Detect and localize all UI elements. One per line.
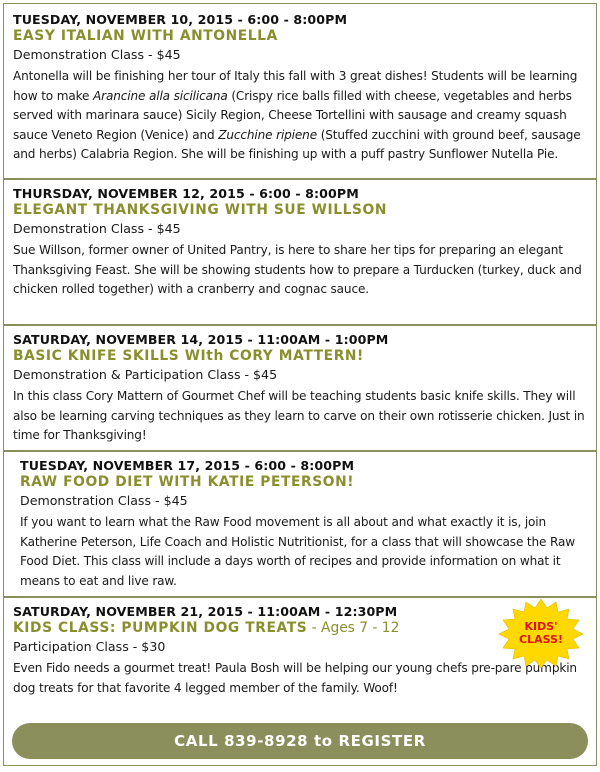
badge-line2: CLASS! <box>519 633 563 646</box>
event-date: TUESDAY, NOVEMBER 10, 2015 - 6:00 - 8:00PM <box>13 12 348 27</box>
events-flyer <box>3 3 597 766</box>
event-date: SATURDAY, NOVEMBER 21, 2015 - 11:00AM - 12:30PM <box>13 604 398 619</box>
event-description: Sue Willson, former owner of United Pantry, is here to share her tips for preparing an elegant Thanksgiving Feast. She will be showing students how to prepare a Turducken (turkey, duck and chicken rolled together) with a cranberry and cognac sauce. <box>13 243 582 297</box>
event-easy-italian <box>4 4 596 180</box>
event-knife-skills <box>4 326 596 452</box>
event-description: Even Fido needs a gourmet treat! Paula Bosh will be helping our young chefs pre-pare pumpkin dog treats for that favorite 4 legged member of the family. Woof! <box>13 661 577 695</box>
event-kids-pumpkin-dog-treats <box>4 598 596 716</box>
dish-name: Arancine alla sicilicana <box>93 88 228 103</box>
register-call-banner: CALL 839-8928 to REGISTER <box>12 723 588 759</box>
event-title: EASY ITALIAN WITH ANTONELLA <box>13 28 278 44</box>
event-description: In this class Cory Mattern of Gourmet Chef will be teaching students basic knife skills. They will also be learning carving techniques as they learn to carve on their own rotisserie chicken. Just in time for Thanksgiving! <box>13 389 585 443</box>
event-title: ELEGANT THANKSGIVING WITH SUE WILLSON <box>13 202 387 218</box>
event-class-type: Demonstration Class - $45 <box>13 221 181 236</box>
event-title-text: KIDS CLASS: PUMPKIN DOG TREATS <box>13 620 308 636</box>
event-title: BASIC KNIFE SKILLS WIth CORY MATTERN! <box>13 348 364 364</box>
description-text: (Stuffed zucchini with ground beef, sausage and herbs) Calabria Region. She will be finishing up with a puff pastry Sunflower Nutella Pie. <box>13 127 581 162</box>
event-age-range: - Ages 7 - 12 <box>307 620 400 636</box>
description-text: (Crispy rice balls filled with cheese, vegetables and herbs served with marinara sauce) Sicily Region, Cheese Tortellini with sausage and creamy squash sauce Veneto Region (Venice) and <box>13 88 572 142</box>
badge-line1: KIDS' <box>524 620 558 633</box>
dish-name: Zucchine ripiene <box>218 127 317 142</box>
event-description <box>13 67 588 165</box>
event-date: THURSDAY, NOVEMBER 12, 2015 - 6:00 - 8:00PM <box>13 186 359 201</box>
event-raw-food-diet <box>4 452 596 598</box>
event-description: If you want to learn what the Raw Food movement is all about and what exactly it is, join Katherine Peterson, Life Coach and Holistic Nutritionist, for a class that will showcase the Raw Food Diet. This class will include a days worth of recipes and provide information on what it means to eat and live raw. <box>20 515 576 588</box>
event-date: SATURDAY, NOVEMBER 14, 2015 - 11:00AM - 1:00PM <box>13 332 389 347</box>
event-date: TUESDAY, NOVEMBER 17, 2015 - 6:00 - 8:00PM <box>20 458 355 473</box>
event-class-type: Demonstration Class - $45 <box>20 493 188 508</box>
description-text: Antonella will be finishing her tour of Italy this fall with 3 great dishes! Students will be learning how to make <box>13 69 578 103</box>
event-elegant-thanksgiving <box>4 180 596 326</box>
kids-class-burst-badge <box>498 598 584 668</box>
event-class-type: Demonstration & Participation Class - $45 <box>13 367 278 382</box>
event-title: RAW FOOD DIET WITH KATIE PETERSON! <box>20 474 355 490</box>
event-class-type: Participation Class - $30 <box>13 639 166 654</box>
event-class-type: Demonstration Class - $45 <box>13 47 181 62</box>
